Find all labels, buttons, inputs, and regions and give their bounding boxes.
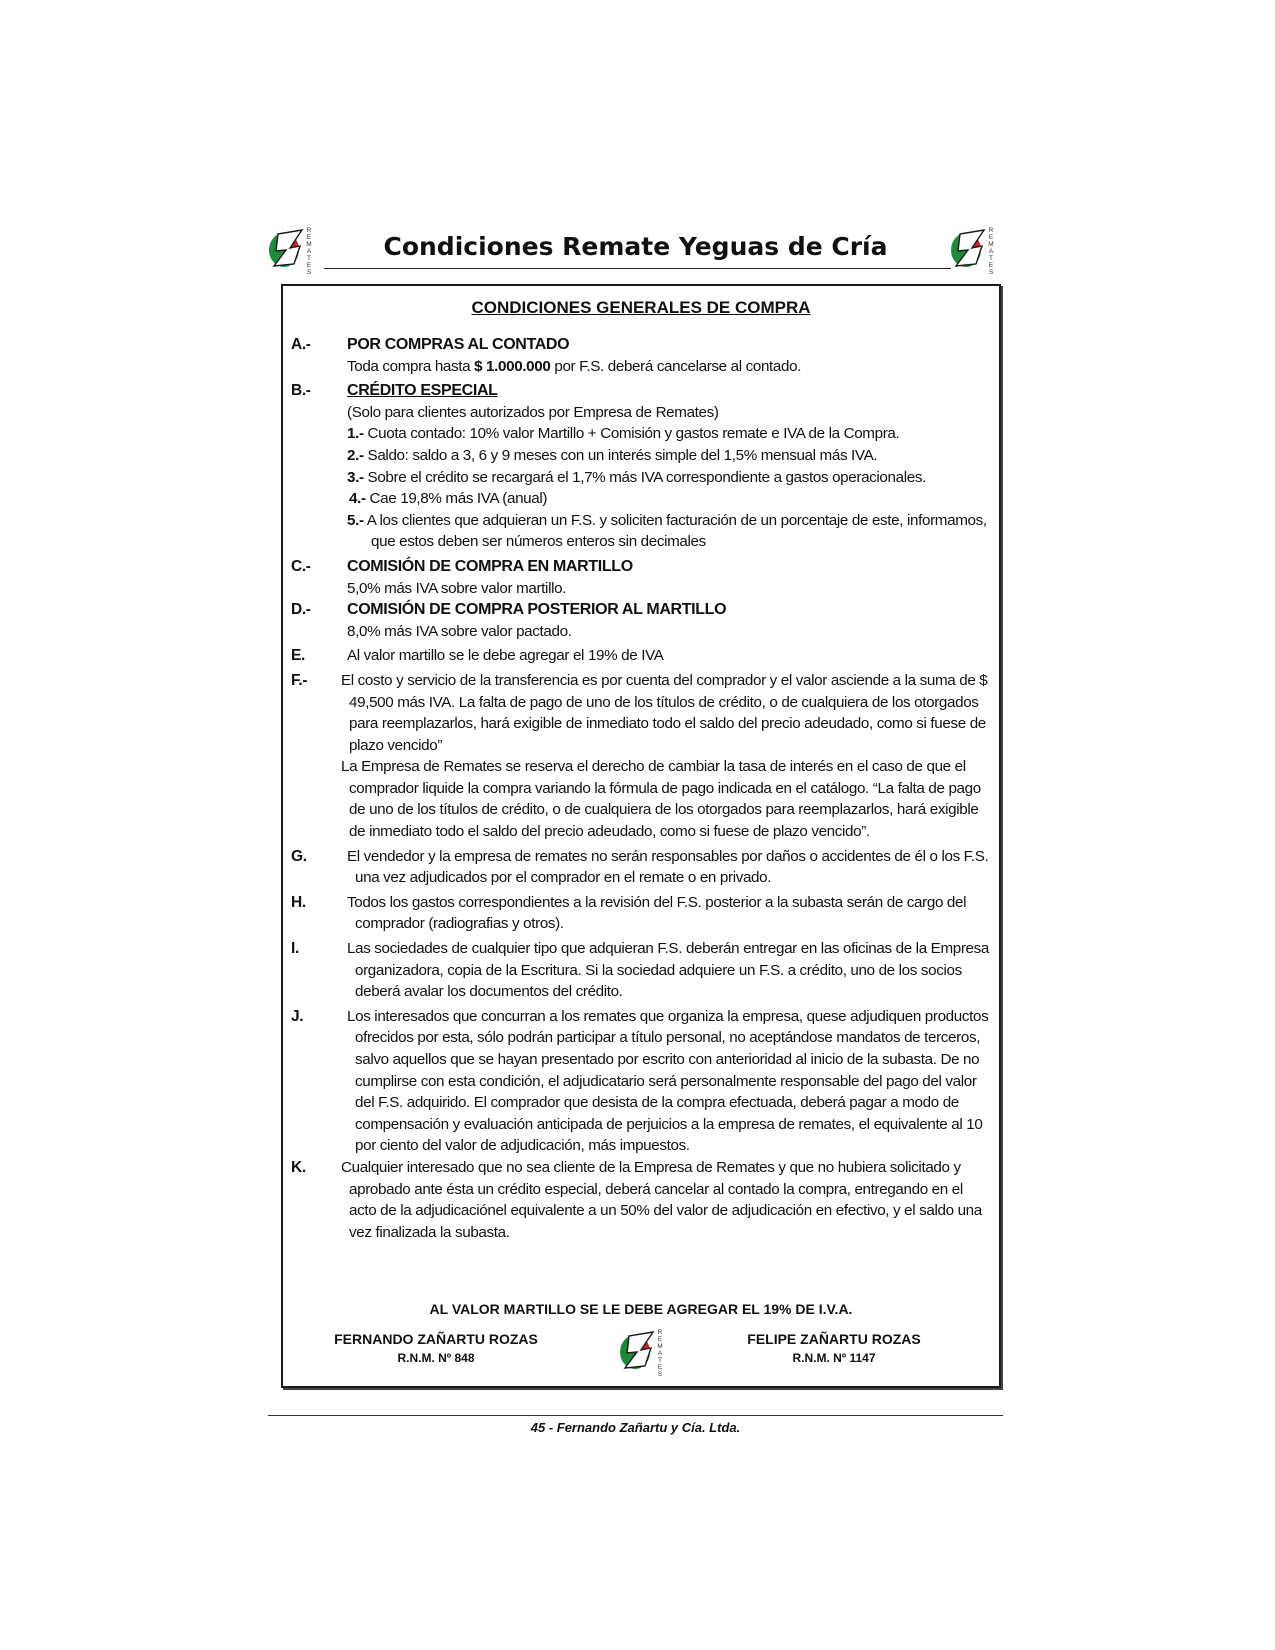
page-title: Condiciones Remate Yeguas de Cría	[383, 232, 888, 261]
condition-i	[291, 938, 989, 1003]
svg-text:E: E	[988, 262, 994, 269]
conditions-list	[291, 334, 989, 1243]
item-letter: K.	[291, 1158, 306, 1176]
svg-text:T: T	[307, 255, 311, 262]
item-heading: COMISIÓN DE COMPRA POSTERIOR AL MARTILLO	[347, 601, 727, 619]
condition-e	[291, 645, 989, 667]
signer-rnm: R.N.M. Nº 848	[397, 1351, 475, 1365]
item-text: Al valor martillo se le debe agregar el 19% de IVA	[347, 647, 664, 665]
condition-k	[291, 1157, 989, 1243]
item-text: Toda compra hasta $ 1.000.000 por F.S. deberá cancelarse al contado.	[347, 357, 802, 375]
signature-right	[729, 1331, 939, 1365]
svg-text:S: S	[657, 1371, 663, 1378]
item-heading: POR COMPRAS AL CONTADO	[347, 336, 570, 353]
item-text: La Empresa de Remates se reserva el derecho de cambiar la tasa de interés en el caso de que el comprador liquide la compra variando la fórmula de pago indicada en el catálogo. “La falta de pago de uno de los títulos de crédito, o de cualquiera de los otorgados para reemplazarlos, hará exigible de inmediato todo el saldo del precio adeudado, como si fuese de plazo vencido”.	[341, 758, 981, 841]
item-text: 5,0% más IVA sobre valor martillo.	[347, 579, 567, 597]
footer-rule	[268, 1415, 1003, 1416]
item-letter: F.-	[291, 671, 308, 689]
condition-d	[291, 599, 989, 642]
conditions-box	[281, 284, 1001, 1388]
svg-text:T: T	[658, 1357, 662, 1364]
credit-subitem: 5.- A los clientes que adquieran un F.S. y soliciten facturación de un porcentaje de este, informamos, que estos deben ser números enteros sin decimales	[347, 511, 987, 551]
item-letter: I.	[291, 940, 299, 958]
item-letter: C.-	[291, 557, 311, 575]
item-letter: A.-	[291, 336, 311, 353]
svg-text:S: S	[306, 269, 312, 276]
svg-text:M: M	[988, 241, 994, 248]
svg-text:E: E	[988, 234, 994, 241]
svg-text:E: E	[306, 262, 312, 269]
signer-name: FELIPE ZAÑARTU ROZAS	[747, 1331, 921, 1347]
page-header	[268, 224, 1003, 276]
svg-text:R: R	[988, 227, 994, 234]
svg-text:M: M	[306, 241, 312, 248]
condition-a	[291, 334, 989, 377]
iva-note: AL VALOR MARTILLO SE LE DEBE AGREGAR EL 19% DE I.V.A.	[429, 1301, 853, 1317]
item-text: El costo y servicio de la transferencia es por cuenta del comprador y el valor asciende a la suma de $ 49,500 más IVA. La falta de pago de uno de los títulos de crédito, o de cualquiera de los otorgados para reemplazarlos, hará exigible de inmediato todo el saldo del precio adeudado, como si fuese de plazo vencido”	[341, 671, 988, 754]
item-text: Las sociedades de cualquier tipo que adquieran F.S. deberán entregar en las oficinas de la Empresa organizadora, copia de la Escritura. Si la sociedad adquiere un F.S. a crédito, uno de los socios deberá avalar los documentos del crédito.	[347, 940, 989, 1001]
item-heading: CRÉDITO ESPECIAL	[347, 382, 498, 400]
remates-logo-icon	[950, 224, 1000, 276]
svg-text:A: A	[306, 248, 312, 255]
remates-logo-icon	[268, 224, 318, 276]
item-heading: COMISIÓN DE COMPRA EN MARTILLO	[347, 557, 633, 575]
item-text: Cualquier interesado que no sea cliente de la Empresa de Remates y que no hubiera solicitado y aprobado ante ésta un crédito especial, deberá cancelar al contado la compra, entregando en el acto de la adjudicaciónel equivalente a un 50% del valor de adjudicación en efectivo, y el saldo una vez finalizada la subasta.	[341, 1158, 982, 1241]
item-text: Los interesados que concurran a los remates que organiza la empresa, quese adjudiquen productos ofrecidos por esta, sólo podrán participar a título personal, no aceptándose mandatos de terceros, salvo aquellos que se hayan presentado por escrito con anterioridad al inicio de la subasta. De no cumplirse con esta condición, el adjudicatario será personalmente responsable del pago del valor del F.S. adquirido. El comprador que desista de la compra efectuada, deberá pagar a modo de compensación y evaluación anticipada de perjuicios a la empresa de remates, el equivalente al 10 por ciento del valor de adjudicación, más impuestos.	[347, 1007, 989, 1155]
svg-text:R: R	[306, 227, 312, 234]
condition-h	[291, 892, 989, 935]
credit-subitem: 2.- Saldo: saldo a 3, 6 y 9 meses con un interés simple del 1,5% mensual más IVA.	[347, 446, 878, 464]
svg-text:A: A	[657, 1350, 663, 1357]
item-text: Todos los gastos correspondientes a la revisión del F.S. posterior a la subasta serán de cargo del comprador (radiografias y otros).	[347, 893, 967, 933]
item-letter: D.-	[291, 601, 311, 619]
condition-j	[291, 1006, 989, 1157]
svg-text:E: E	[306, 234, 312, 241]
item-text: El vendedor y la empresa de remates no serán responsables por daños o accidentes de él o los F.S. una vez adjudicados por el comprador en el remate o en privado.	[347, 847, 989, 887]
svg-text:E: E	[657, 1336, 663, 1343]
section-title: CONDICIONES GENERALES DE COMPRA	[471, 298, 811, 317]
condition-g	[291, 846, 989, 889]
credit-subitem: 4.- Cae 19,8% más IVA (anual)	[349, 490, 548, 508]
signer-rnm: R.N.M. Nº 1147	[792, 1351, 876, 1365]
item-text: 8,0% más IVA sobre valor pactado.	[347, 622, 572, 640]
page-footer: 45 - Fernando Zañartu y Cía. Ltda.	[530, 1420, 741, 1435]
item-letter: B.-	[291, 382, 311, 400]
svg-text:T: T	[989, 255, 993, 262]
item-intro: (Solo para clientes autorizados por Empresa de Remates)	[347, 403, 719, 421]
svg-text:S: S	[988, 269, 994, 276]
item-letter: H.	[291, 893, 306, 911]
credit-subitem: 3.- Sobre el crédito se recargará el 1,7% más IVA correspondiente a gastos operacionales.	[347, 468, 926, 486]
condition-f	[291, 670, 989, 843]
svg-text:E: E	[657, 1364, 663, 1371]
condition-c	[291, 556, 989, 599]
svg-text:A: A	[988, 248, 994, 255]
credit-subitem: 1.- Cuota contado: 10% valor Martillo + Comisión y gastos remate e IVA de la Compra.	[347, 425, 900, 443]
item-letter: G.	[291, 847, 307, 865]
remates-logo-icon	[619, 1326, 669, 1378]
item-letter: J.	[291, 1007, 304, 1025]
svg-text:R: R	[657, 1329, 663, 1336]
signature-left	[331, 1331, 541, 1365]
item-letter: E.	[291, 647, 305, 665]
title-underline	[324, 268, 951, 269]
condition-b	[291, 380, 989, 553]
svg-text:M: M	[657, 1343, 663, 1350]
signer-name: FERNANDO ZAÑARTU ROZAS	[334, 1331, 538, 1347]
